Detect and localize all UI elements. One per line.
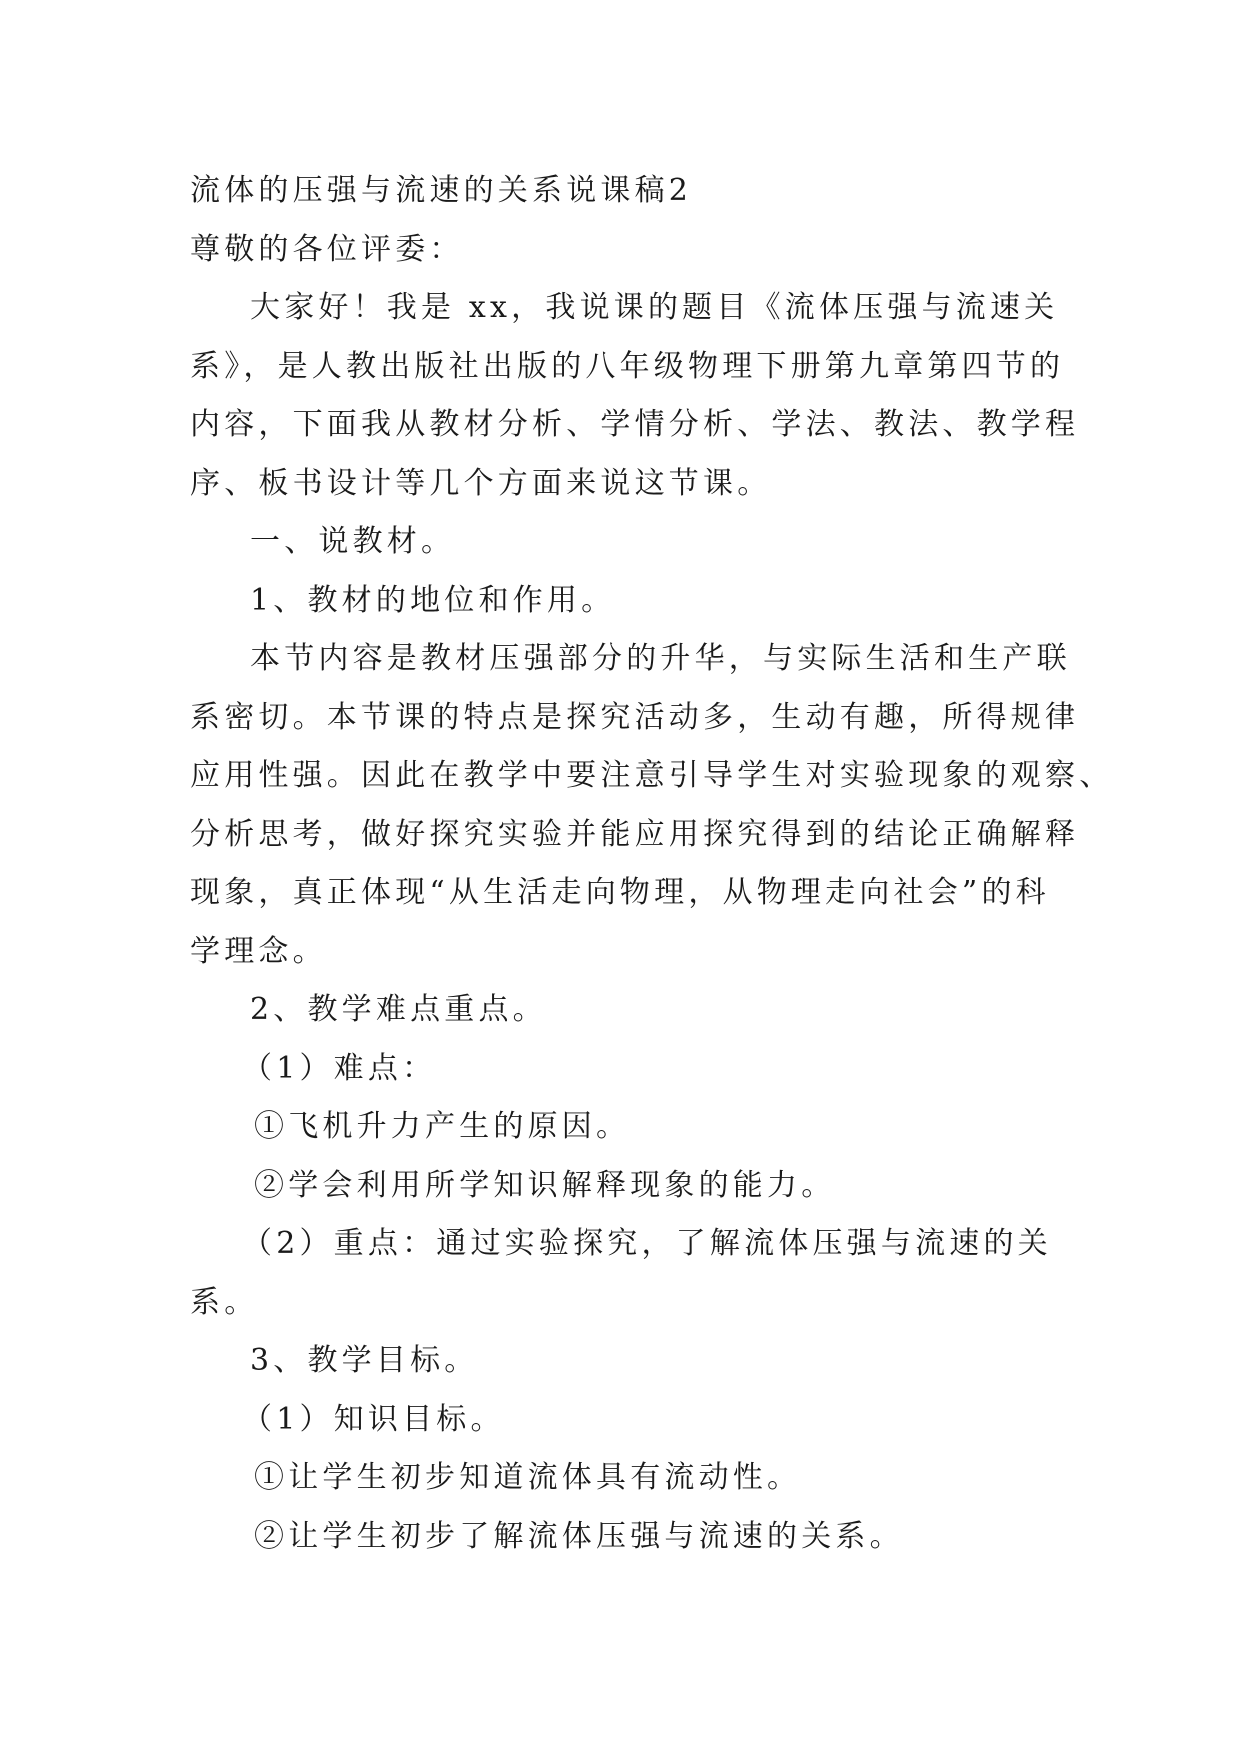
salutation: 尊敬的各位评委：: [190, 231, 464, 267]
paragraph-line: 学理念。: [190, 933, 327, 969]
list-heading: （1）知识目标。: [242, 1401, 505, 1437]
document-title: 流体的压强与流速的关系说课稿2: [190, 173, 693, 208]
list-item: ①让学生初步知道流体具有流动性。: [254, 1460, 802, 1495]
subsection-heading: 1、教材的地位和作用。: [250, 582, 616, 618]
section-heading: 一、说教材。: [250, 524, 456, 559]
paragraph-line: 序、板书设计等几个方面来说这节课。: [190, 465, 772, 501]
paragraph-line: 系。: [190, 1284, 259, 1320]
paragraph-line: 内容，下面我从教材分析、学情分析、学法、教法、教学程: [190, 407, 1080, 442]
subsection-heading: 2、教学难点重点。: [250, 992, 547, 1027]
list-heading: （2）重点：通过实验探究，了解流体压强与流速的关: [242, 1226, 1052, 1261]
list-item: ①飞机升力产生的原因。: [254, 1109, 631, 1144]
subsection-heading: 3、教学目标。: [250, 1343, 479, 1378]
list-item: ②学会利用所学知识解释现象的能力。: [254, 1167, 836, 1203]
paragraph-line: 本节内容是教材压强部分的升华，与实际生活和生产联: [250, 641, 1071, 676]
paragraph-line: 大家好！我是 xx，我说课的题目《流体压强与流速关: [250, 290, 1059, 325]
paragraph-line: 分析思考，做好探究实验并能应用探究得到的结论正确解释: [190, 816, 1080, 852]
paragraph-line: 系》，是人教出版社出版的八年级物理下册第九章第四节的: [190, 348, 1065, 384]
list-item: ②让学生初步了解流体压强与流速的关系。: [254, 1518, 904, 1554]
document-body: [190, 162, 1114, 1566]
list-heading: （1）难点：: [242, 1050, 437, 1086]
paragraph-line: 应用性强。因此在教学中要注意引导学生对实验现象的观察、: [190, 758, 1114, 793]
paragraph-line: 现象，真正体现“从生活走向物理，从物理走向社会”的科: [190, 875, 1050, 910]
paragraph-line: 系密切。本节课的特点是探究活动多，生动有趣，所得规律: [190, 699, 1080, 735]
